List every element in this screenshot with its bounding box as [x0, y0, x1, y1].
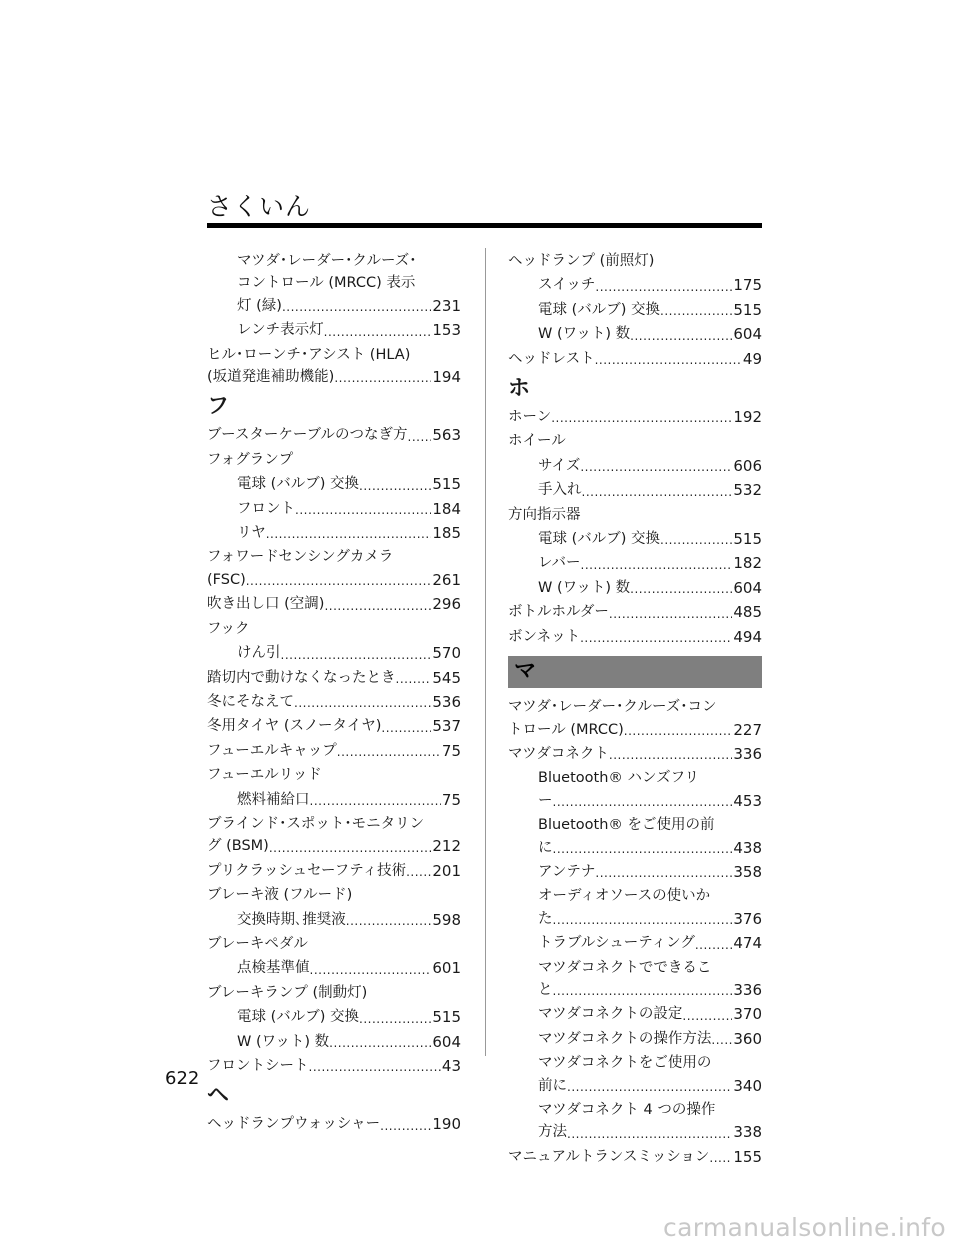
leader-dots	[310, 791, 441, 811]
entry-text: トラブルシューティング	[538, 935, 695, 952]
entry-text: レバー	[538, 555, 581, 572]
entry-text: Bluetooth® ハンズフリ	[538, 770, 699, 787]
entry-text: (FSC)	[207, 571, 246, 588]
page-ref: 515	[733, 530, 762, 549]
index-subentry	[207, 473, 461, 495]
section-heading: ホ	[508, 376, 531, 402]
entry-text: フォワードセンシングカメラ	[207, 549, 394, 566]
entry-text: レンチ表示灯	[237, 322, 324, 339]
entry-text: ブースターケーブルのつなぎ方	[207, 427, 408, 444]
page-ref: 376	[733, 909, 762, 928]
leader-dots	[346, 911, 432, 931]
section-heading: ヘ	[207, 1083, 230, 1109]
entry-text: リヤ	[237, 525, 266, 542]
entry-text: フォグランプ	[207, 451, 294, 468]
section-heading: フ	[207, 394, 230, 420]
page-ref: 75	[441, 790, 461, 809]
entry-text: ホーン	[508, 409, 552, 426]
index-subentry	[508, 323, 762, 345]
index-entry	[207, 344, 461, 389]
leader-dots	[595, 863, 732, 883]
leader-dots	[269, 838, 432, 858]
leader-dots	[396, 669, 432, 689]
leader-dots	[709, 1148, 732, 1168]
index-entry	[508, 430, 762, 452]
entry-text: 点検基準値	[237, 960, 310, 977]
page-ref: 537	[432, 717, 461, 736]
page-ref: 261	[432, 570, 461, 589]
leader-dots	[682, 1006, 732, 1026]
entry-text: W (ワット) 数	[237, 1033, 330, 1050]
leader-dots	[580, 457, 732, 477]
leader-dots	[567, 1077, 732, 1097]
index-entry	[508, 348, 762, 370]
leader-dots	[660, 530, 732, 550]
entry-text: スイッチ	[538, 277, 596, 294]
leader-dots	[381, 718, 431, 738]
leader-dots	[406, 862, 431, 882]
entry-text: 冬にそなえて	[207, 693, 294, 710]
leader-dots	[660, 301, 732, 321]
index-entry	[207, 449, 461, 471]
page-ref: 182	[733, 554, 762, 573]
leader-dots	[246, 571, 432, 591]
index-entry	[207, 813, 461, 858]
page-ref: 190	[432, 1115, 461, 1134]
page-ref: 545	[432, 668, 461, 687]
index-subentry	[508, 932, 762, 954]
entry-text: マツダコネクトの設定	[538, 1006, 683, 1023]
index-entry	[207, 933, 461, 955]
index-subentry	[207, 522, 461, 544]
index-entry	[508, 626, 762, 648]
index-subentry	[508, 1099, 762, 1144]
index-entry	[207, 1055, 461, 1077]
index-column-right	[508, 248, 762, 1168]
entry-text: トロール (MRCC)	[508, 721, 624, 738]
entry-text: 燃料補給口	[237, 791, 310, 808]
leader-dots	[408, 427, 432, 447]
entry-text: ブラインド･スポット･モニタリン	[207, 815, 425, 832]
page-ref: 296	[432, 595, 461, 614]
index-subentry	[207, 319, 461, 341]
leader-dots	[359, 1009, 431, 1029]
index-entry	[207, 715, 461, 737]
index-subentry	[508, 814, 762, 859]
entry-text: マツダコネクト 4 つの操作	[538, 1102, 716, 1118]
page-ref: 570	[432, 644, 461, 663]
index-subentry	[508, 552, 762, 574]
index-entry	[508, 696, 762, 741]
index-subentry	[508, 528, 762, 550]
index-column-left	[207, 248, 461, 1136]
index-subentry	[508, 577, 762, 599]
leader-dots	[567, 1124, 732, 1144]
index-entry	[207, 982, 461, 1004]
title-underline	[207, 223, 762, 228]
entry-text: けん引	[237, 645, 281, 662]
page-ref: 598	[432, 910, 461, 929]
page-ref: 340	[733, 1076, 762, 1095]
leader-dots	[324, 322, 432, 342]
entry-text: と	[538, 981, 553, 998]
index-entry	[207, 618, 461, 640]
entry-text: W (ワット) 数	[538, 326, 631, 343]
entry-text: コントロール (MRCC) 表示	[237, 275, 416, 292]
leader-dots	[282, 297, 431, 317]
index-entry	[207, 667, 461, 689]
leader-dots	[295, 500, 431, 520]
entry-text: フロントシート	[207, 1058, 309, 1074]
entry-text: ヘッドレスト	[508, 350, 595, 367]
entry-text: (坂道発進補助機能)	[207, 369, 335, 386]
entry-text: オーディオソースの使いか	[538, 888, 711, 905]
entry-text: 電球 (バルブ) 交換	[538, 531, 661, 548]
entry-text: サイズ	[538, 457, 581, 474]
entry-text: プリクラッシュセーフティ技術	[207, 862, 407, 879]
leader-dots	[359, 476, 431, 496]
leader-dots	[595, 350, 742, 370]
entry-text: 吹き出し口 (空調)	[207, 596, 325, 613]
index-subentry	[508, 479, 762, 501]
entry-text: に	[538, 839, 553, 856]
page-ref: 336	[733, 980, 762, 999]
leader-dots	[266, 524, 432, 544]
entry-text: 灯 (緑)	[237, 297, 282, 314]
entry-text: フロント	[237, 500, 295, 517]
entry-text: ボトルホルダー	[508, 604, 609, 621]
page-ref: 227	[733, 720, 762, 739]
leader-dots	[582, 482, 733, 502]
entry-text: 方向指示器	[508, 506, 581, 523]
leader-dots	[309, 1057, 441, 1077]
page-ref: 212	[432, 837, 461, 856]
leader-dots	[630, 326, 732, 346]
page-ref: 338	[733, 1123, 762, 1142]
entry-text: マツダコネクトをご使用の	[538, 1055, 712, 1072]
index-subentry	[207, 250, 461, 317]
page-ref: 453	[733, 791, 762, 810]
page-ref: 153	[432, 321, 461, 340]
page-ref: 184	[432, 499, 461, 518]
leader-dots	[551, 408, 732, 428]
entry-text: Bluetooth® をご使用の前	[538, 817, 715, 834]
index-entry	[207, 546, 461, 591]
index-entry	[508, 601, 762, 623]
leader-dots	[380, 1116, 431, 1136]
index-subentry	[508, 1052, 762, 1097]
entry-text: W (ワット) 数	[538, 579, 631, 596]
page-ref: 75	[441, 741, 461, 760]
index-entry	[207, 1113, 461, 1135]
page-ref: 358	[733, 862, 762, 881]
index-subentry	[207, 1006, 461, 1028]
index-entry	[508, 504, 762, 526]
index-entry	[207, 764, 461, 786]
index-subentry	[207, 789, 461, 811]
entry-text: グ (BSM)	[207, 838, 269, 855]
entry-text: ボンネット	[508, 628, 581, 645]
entry-text: 電球 (バルブ) 交換	[237, 1009, 360, 1026]
index-subentry	[207, 498, 461, 520]
entry-text: 冬用タイヤ (スノータイヤ)	[207, 718, 382, 735]
page-ref: 474	[733, 934, 762, 953]
watermark: carmanualsonline.info	[663, 1213, 946, 1242]
index-subentry	[508, 957, 762, 1002]
index-subentry	[207, 642, 461, 664]
page-ref: 604	[432, 1032, 461, 1051]
leader-dots	[624, 721, 733, 741]
leader-dots	[310, 960, 432, 980]
index-subentry	[508, 299, 762, 321]
entry-text: た	[538, 910, 553, 927]
index-entry	[508, 743, 762, 765]
index-entry	[207, 691, 461, 713]
page-ref: 360	[733, 1029, 762, 1048]
entry-text: 電球 (バルブ) 交換	[237, 476, 360, 493]
index-title: さくいん	[207, 192, 312, 221]
index-entry	[207, 884, 461, 906]
index-subentry	[207, 957, 461, 979]
leader-dots	[609, 745, 732, 765]
leader-dots	[580, 628, 732, 648]
page-ref: 604	[733, 578, 762, 597]
leader-dots	[695, 935, 733, 955]
entry-text: ヘッドランプ (前照灯)	[508, 253, 655, 269]
page-ref: 604	[733, 325, 762, 344]
entry-text: マツダコネクト	[508, 745, 609, 762]
entry-text: 踏切内で動けなくなったとき	[207, 669, 396, 686]
page-ref: 536	[432, 692, 461, 711]
page-ref: 155	[733, 1147, 762, 1166]
index-subentry	[508, 767, 762, 812]
index-entry	[207, 424, 461, 446]
index-subentry	[207, 1031, 461, 1053]
leader-dots	[711, 1030, 732, 1050]
index-subentry	[508, 455, 762, 477]
entry-text: ヘッドランプウォッシャー	[207, 1116, 381, 1133]
entry-text: マニュアルトランスミッション	[508, 1148, 710, 1165]
entry-text: 方法	[538, 1124, 567, 1141]
entry-text: マツダコネクトの操作方法	[538, 1030, 712, 1047]
entry-text: マツダコネクトでできるこ	[538, 959, 712, 976]
page-ref: 532	[733, 481, 762, 500]
leader-dots	[609, 604, 732, 624]
entry-text: ー	[538, 792, 553, 809]
page-ref: 336	[733, 744, 762, 763]
leader-dots	[281, 645, 432, 665]
leader-dots	[553, 792, 733, 812]
section-heading: マ	[508, 656, 762, 688]
page-ref: 49	[742, 349, 762, 368]
entry-text: マツダ･レーダー･クルーズ･	[237, 253, 417, 269]
page-ref: 494	[733, 627, 762, 646]
index-subentry	[508, 885, 762, 930]
page-ref: 201	[432, 861, 461, 880]
page-ref: 192	[733, 408, 762, 427]
entry-text: ブレーキペダル	[207, 935, 308, 952]
leader-dots	[553, 839, 733, 859]
page-ref: 485	[733, 603, 762, 622]
index-entry	[508, 406, 762, 428]
entry-text: フック	[207, 620, 250, 637]
index-subentry	[508, 274, 762, 296]
page-number: 622	[165, 1068, 200, 1089]
index-subentry	[207, 909, 461, 931]
entry-text: 交換時期､推奨液	[237, 911, 346, 928]
page-ref: 601	[432, 959, 461, 978]
entry-text: ヒル･ローンチ･アシスト (HLA)	[207, 346, 411, 363]
page-ref: 606	[733, 456, 762, 475]
index-entry	[508, 250, 762, 272]
entry-text: フューエルキャップ	[207, 742, 337, 759]
page-ref: 515	[733, 300, 762, 319]
leader-dots	[294, 693, 431, 713]
page-ref: 563	[432, 426, 461, 445]
page-ref: 43	[441, 1057, 461, 1075]
leader-dots	[553, 910, 733, 930]
page-ref: 194	[432, 368, 461, 387]
entry-text: ブレーキ液 (フルード)	[207, 887, 353, 904]
page-ref: 175	[733, 276, 762, 295]
leader-dots	[595, 277, 732, 297]
entry-text: ホイール	[508, 433, 566, 450]
page-ref: 438	[733, 838, 762, 857]
leader-dots	[324, 596, 431, 616]
entry-text: マツダ･レーダー･クルーズ･コン	[508, 699, 717, 716]
page-ref: 515	[432, 475, 461, 494]
index-entry	[207, 740, 461, 762]
entry-text: ブレーキランプ (制動灯)	[207, 984, 368, 1001]
leader-dots	[581, 555, 733, 575]
leader-dots	[553, 981, 733, 1001]
index-entry	[207, 593, 461, 615]
leader-dots	[329, 1033, 431, 1053]
page-ref: 370	[733, 1005, 762, 1024]
index-subentry	[508, 1003, 762, 1025]
index-entry	[508, 1146, 762, 1168]
leader-dots	[337, 742, 441, 762]
page-ref: 231	[432, 296, 461, 315]
entry-text: 電球 (バルブ) 交換	[538, 301, 661, 318]
index-subentry	[508, 1028, 762, 1050]
page-ref: 185	[432, 524, 461, 543]
entry-text: アンテナ	[538, 863, 596, 880]
leader-dots	[334, 368, 431, 388]
column-divider	[485, 248, 486, 1056]
entry-text: 手入れ	[538, 482, 582, 499]
index-entry	[207, 860, 461, 882]
leader-dots	[630, 579, 732, 599]
entry-text: フューエルリッド	[207, 767, 322, 784]
page-ref: 515	[432, 1008, 461, 1027]
entry-text: 前に	[538, 1077, 567, 1094]
index-subentry	[508, 861, 762, 883]
